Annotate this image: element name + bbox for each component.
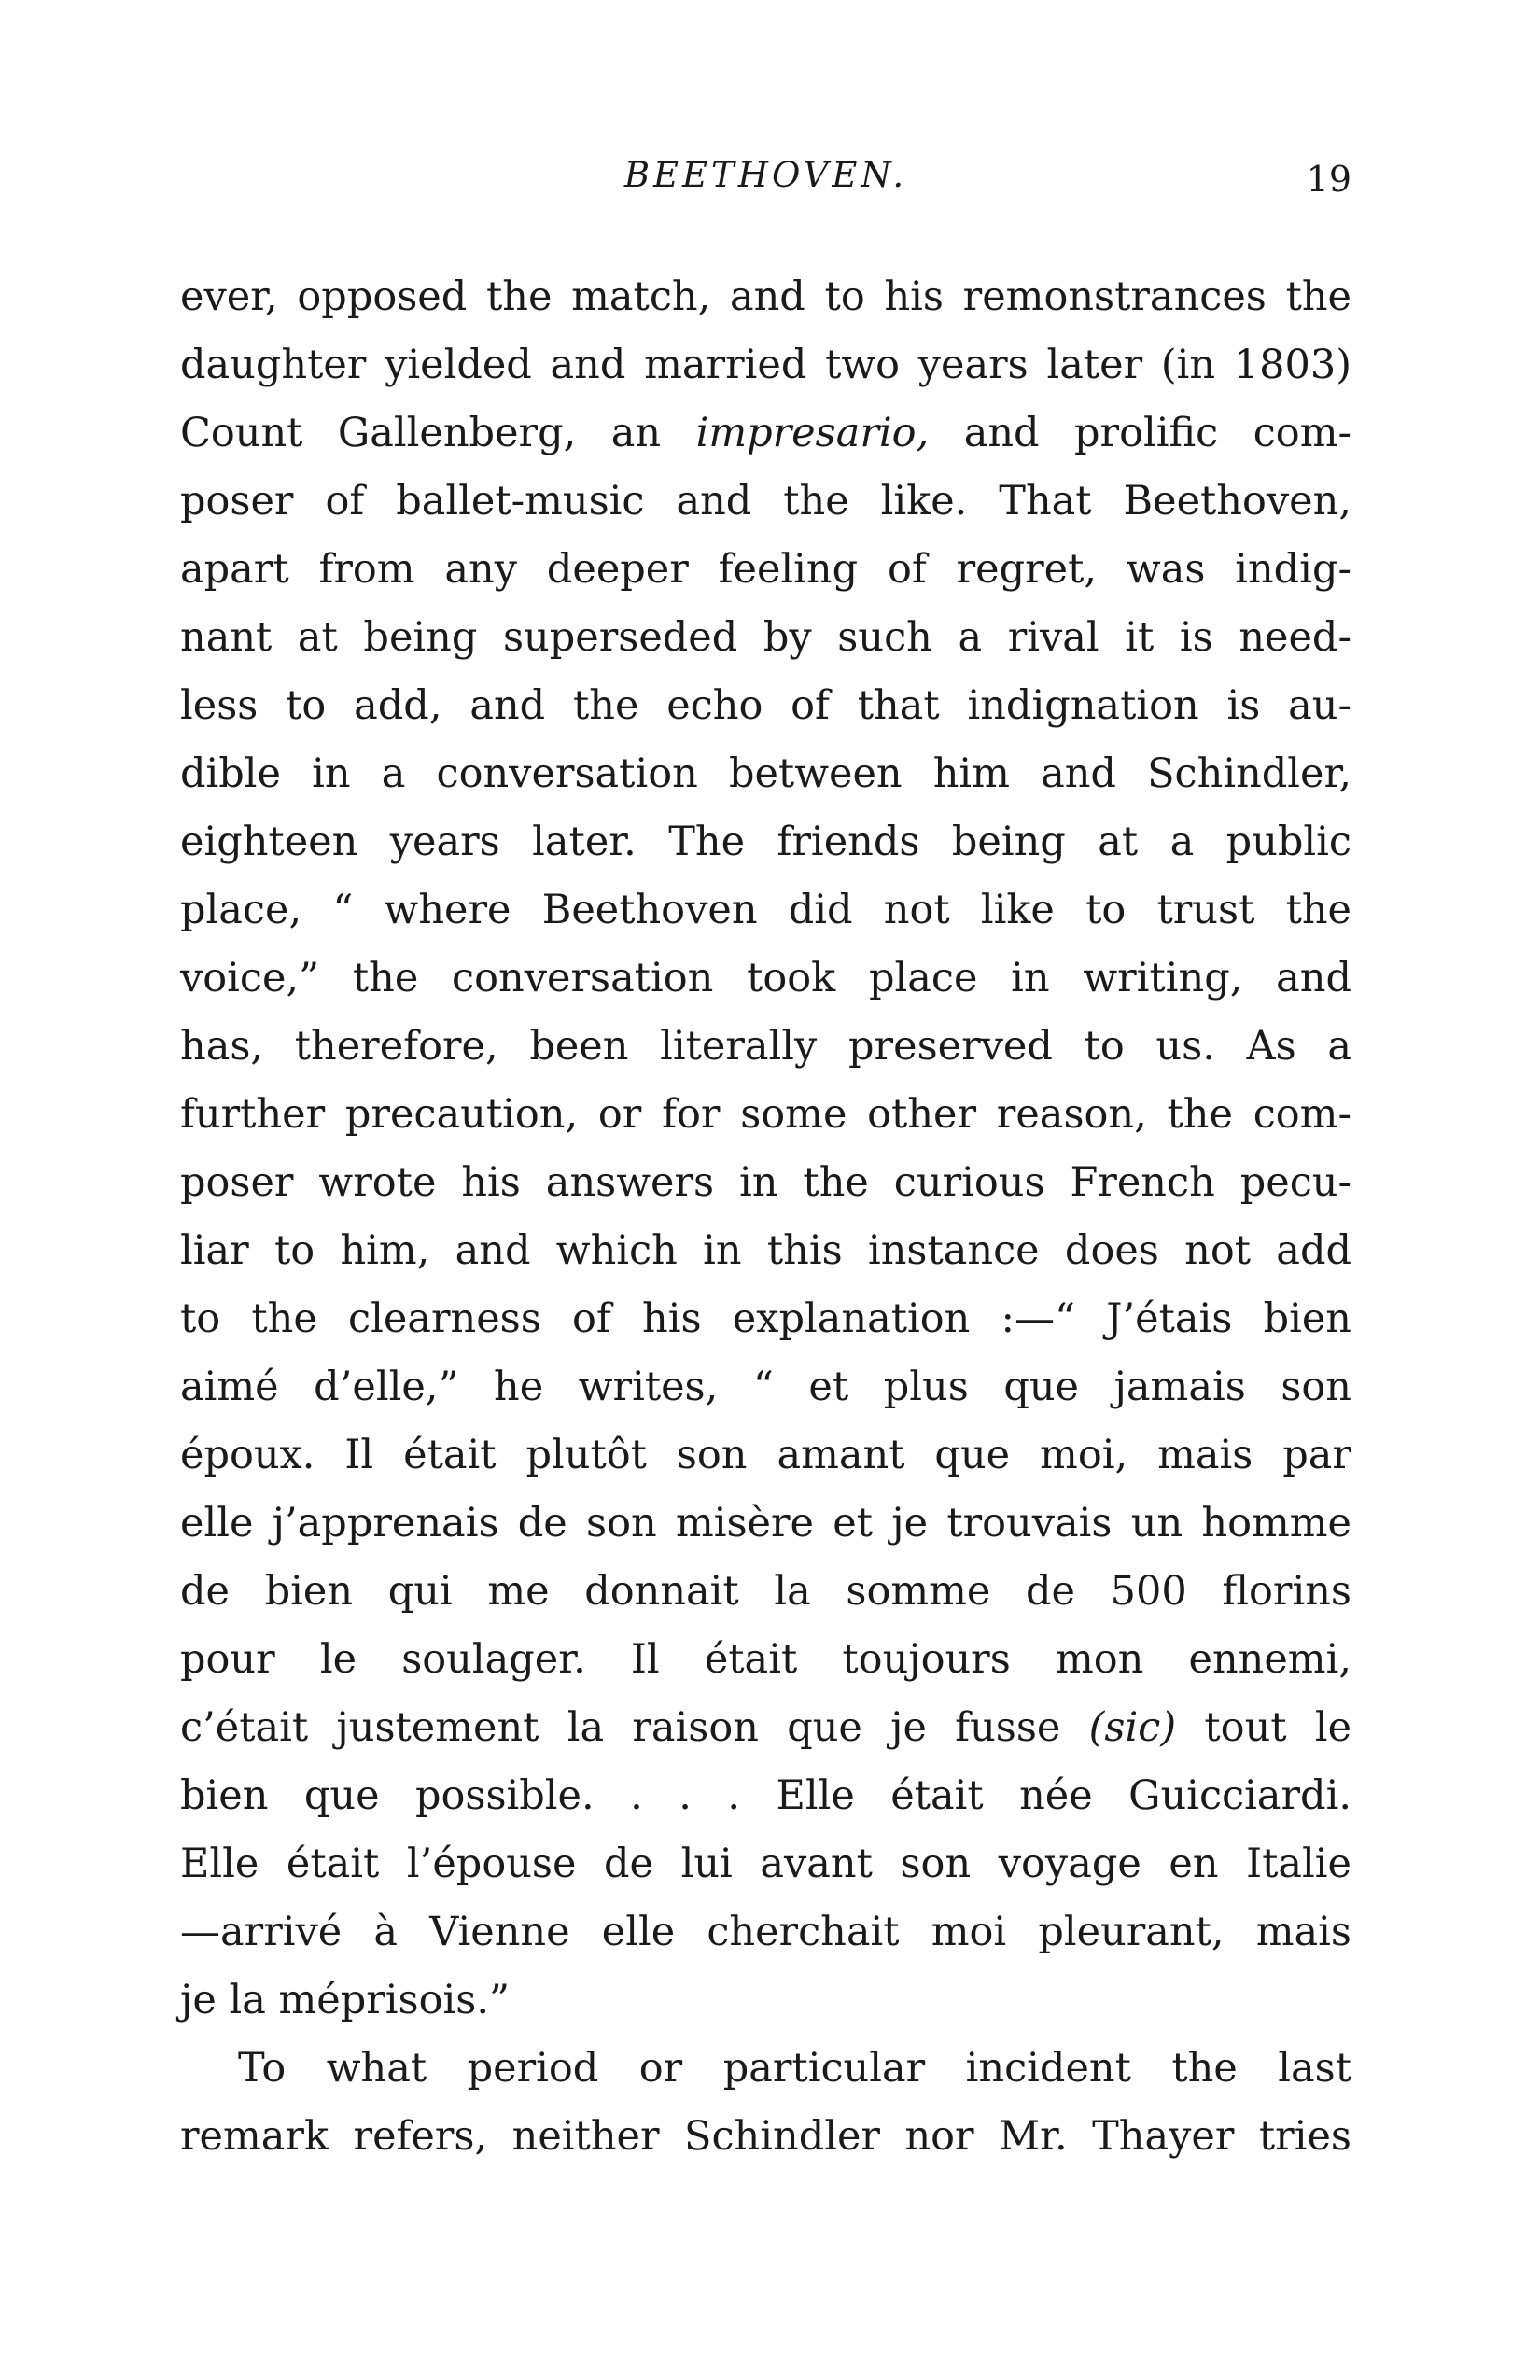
text-line: poser wrote his answers in the curious French pecu- — [180, 1159, 1351, 1206]
running-head — [180, 147, 1351, 203]
running-title: BEETHOVEN. — [623, 155, 908, 195]
text-line: je la méprisois.” — [180, 1977, 510, 2023]
text-line: époux. Il était plutôt son amant que moi, mais par — [180, 1432, 1351, 1478]
text-line: elle j’apprenais de son misère et je trouvais un homme — [180, 1500, 1351, 1547]
text-span: Count Gallenberg, an — [180, 410, 662, 456]
text-line: eighteen years later. The friends being at a public — [180, 819, 1351, 865]
text-line: —arrivé à Vienne elle cherchait moi pleurant, mais — [180, 1909, 1351, 1955]
text-line: further precaution, or for some other reason, the com- — [180, 1091, 1351, 1138]
text-span: and prolific com- — [963, 410, 1352, 456]
text-line: poser of ballet-music and the like. That Beethoven, — [180, 478, 1351, 525]
text-line: pour le soulager. Il était toujours mon ennemi, — [180, 1636, 1351, 1683]
text-line: To what period or particular incident the last — [238, 2045, 1351, 2092]
text-line: place, “ where Beethoven did not like to trust the — [180, 887, 1351, 933]
text-line: liar to him, and which in this instance does not add — [180, 1227, 1351, 1274]
text-line: aimé d’elle,” he writes, “ et plus que jamais son — [180, 1364, 1351, 1410]
italic-term: (sic) — [1088, 1704, 1177, 1751]
text-line: de bien qui me donnait la somme de 500 florins — [180, 1568, 1351, 1615]
text-line: nant at being superseded by such a rival it is need- — [180, 614, 1351, 661]
text-line: ever, opposed the match, and to his remonstrances the — [180, 273, 1351, 320]
text-line — [180, 399, 1351, 468]
text-span: tout le — [1204, 1704, 1352, 1751]
text-line: voice,” the conversation took place in writing, and — [180, 955, 1351, 1001]
text-line: apart from any deeper feeling of regret, was indig- — [180, 546, 1351, 593]
text-line: daughter yielded and married two years later (in 1803) — [180, 342, 1351, 388]
text-line — [180, 1694, 1351, 1762]
text-line: bien que possible. . . . Elle était née Guicciardi. — [180, 1772, 1351, 1819]
page-number: 19 — [1306, 159, 1351, 200]
text-line: to the clearness of his explanation :—“ J’étais bien — [180, 1295, 1351, 1342]
text-line: Elle était l’épouse de lui avant son voyage en Italie — [180, 1841, 1351, 1887]
text-line: less to add, and the echo of that indignation is au- — [180, 682, 1351, 729]
italic-term: impresario, — [695, 410, 930, 456]
text-span: c’était justement la raison que je fusse — [180, 1704, 1061, 1751]
body-text — [180, 263, 1351, 2171]
text-line: dible in a conversation between him and Schindler, — [180, 750, 1351, 797]
text-line: remark refers, neither Schindler nor Mr. Thayer tries — [180, 2113, 1351, 2160]
text-line: has, therefore, been literally preserved to us. As a — [180, 1023, 1351, 1070]
